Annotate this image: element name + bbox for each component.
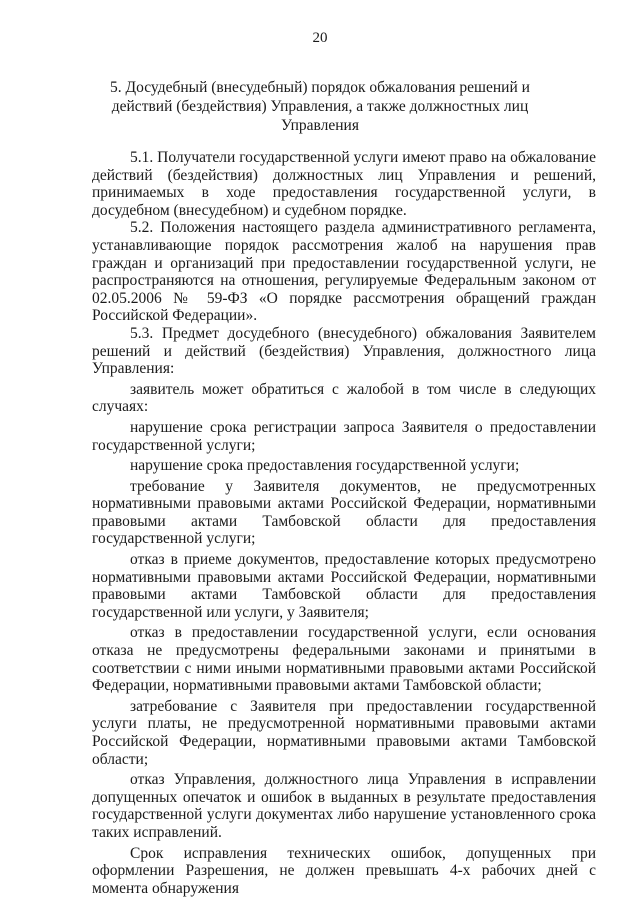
paragraph: 5.1. Получатели государственной услуги имеют право на обжалование действий (бездействия) должностных лиц Управления и решений, принимаемых в ходе предоставления государственной услуги, в досудебном (внесудебном) и судебном порядке.	[92, 149, 596, 219]
paragraph: отказ в приеме документов, предоставление которых предусмотрено нормативными правовыми актами Российской Федерации, нормативными правовыми актами Тамбовской области для предоставления государственной или услуги, у Заявителя;	[92, 551, 596, 621]
paragraph: требование у Заявителя документов, не предусмотренных нормативными правовыми актами Российской Федерации, нормативными правовыми актами Тамбовской области для предоставления государственной услуги;	[92, 477, 596, 548]
paragraph: заявитель может обратиться с жалобой в том числе в следующих случаях:	[92, 380, 596, 416]
paragraph: отказ в предоставлении государственной услуги, если основания отказа не предусмотрены федеральными законами и принятыми в соответствии с ними иными нормативными правовыми актами Российской Федерации, нормативными правовыми актами Тамбовской области;	[92, 624, 596, 695]
paragraph: Срок исправления технических ошибок, допущенных при оформлении Разрешения, не должен превышать 4-х рабочих дней с момента обнаружения	[92, 844, 596, 897]
paragraph: 5.2. Положения настоящего раздела административного регламента, устанавливающие порядок рассмотрения жалоб на нарушения прав граждан и организаций при предоставлении государственной услуги, не распространяются на отношения, регулируемые Федеральным законом от 02.05.2006 № 59-ФЗ «О порядке рассмотрения обращений граждан Российской Федерации».	[92, 219, 596, 325]
paragraph: нарушение срока регистрации запроса Заявителя о предоставлении государственной услуги;	[92, 418, 596, 454]
paragraph: 5.3. Предмет досудебного (внесудебного) обжалования Заявителем решений и действий (бездействия) Управления, должностного лица Управления:	[92, 324, 596, 378]
section-heading: 5. Досудебный (внесудебный) порядок обжалования решений и действий (бездействия) Управления, а также должностных лиц Управления	[110, 79, 530, 134]
paragraph: затребование с Заявителя при предоставлении государственной услуги платы, не предусмотренной нормативными правовыми актами Российской Федерации, нормативными правовыми актами Тамбовской области;	[92, 697, 596, 768]
paragraph: отказ Управления, должностного лица Управления в исправлении допущенных опечаток и ошибок в выданных в результате предоставления государственной услуги документах либо нарушение установленного срока таких исправлений.	[92, 771, 596, 841]
document-body	[92, 149, 596, 897]
page-number: 20	[312, 30, 328, 46]
paragraph: нарушение срока предоставления государственной услуги;	[130, 457, 520, 475]
